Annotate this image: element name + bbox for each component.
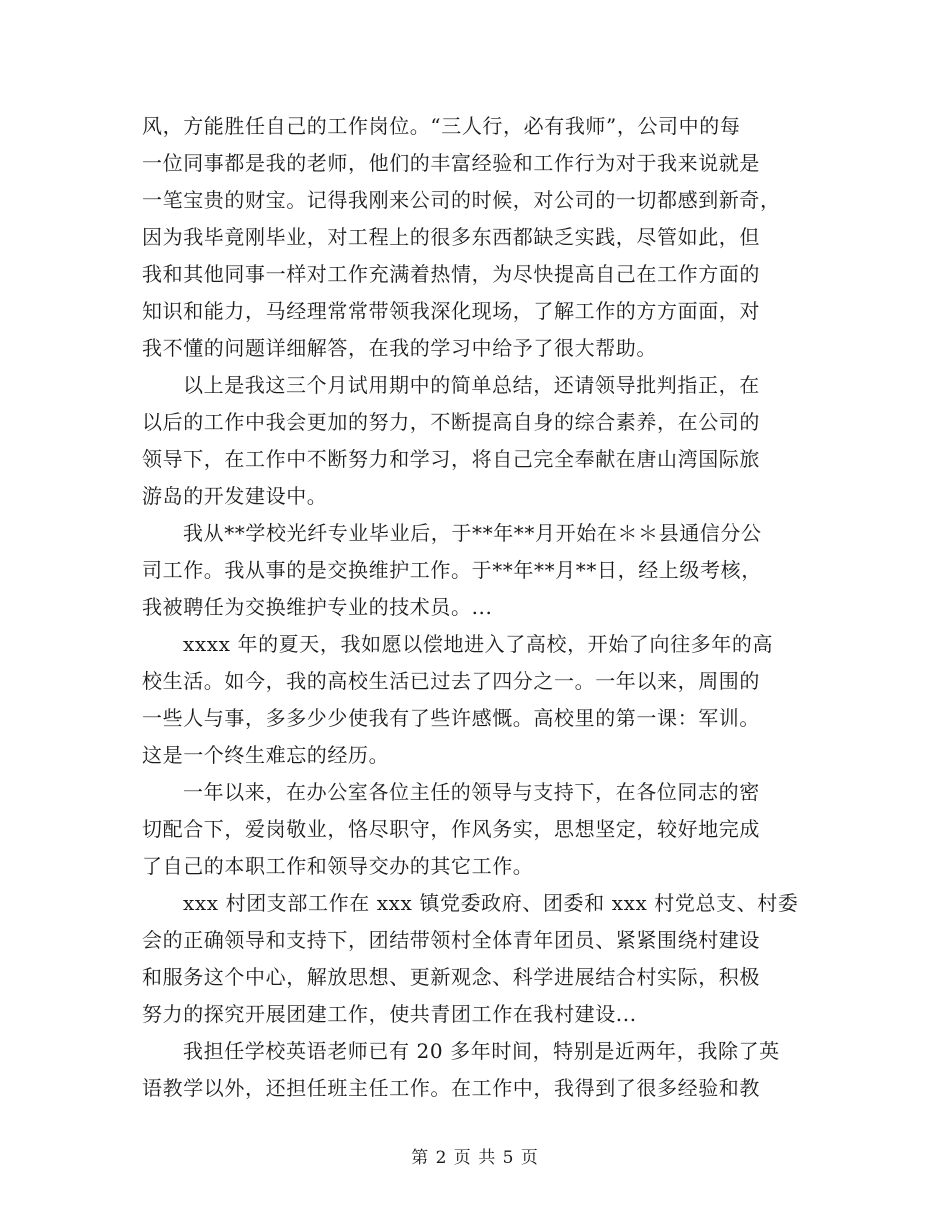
paragraph-line: 语教学以外，还担任班主任工作。在工作中，我得到了很多经验和教 bbox=[142, 1076, 760, 1100]
paragraph-line: 校生活。如今，我的高校生活已过去了四分之一。一年以来，周围的 bbox=[142, 669, 760, 693]
paragraph bbox=[142, 515, 807, 626]
paragraph-line: 一笔宝贵的财宝。记得我刚来公司的时候，对公司的一切都感到新奇， bbox=[142, 188, 781, 212]
page-number-footer: 第 2 页 共 5 页 bbox=[411, 1148, 539, 1168]
paragraph-line: 我和其他同事一样对工作充满着热情，为尽快提高自己在工作方面的 bbox=[142, 262, 760, 286]
paragraph-line: 一位同事都是我的老师，他们的丰富经验和工作行为对于我来说就是 bbox=[142, 151, 760, 175]
paragraph-line: 和服务这个中心，解放思想、更新观念、科学进展结合村实际，积极 bbox=[142, 965, 760, 989]
paragraph-line: xxx 村团支部工作在 xxx 镇党委政府、团委和 xxx 村党总支、村委 bbox=[183, 891, 799, 915]
paragraph-line: 我担任学校英语老师已有 20 多年时间，特别是近两年，我除了英 bbox=[183, 1039, 780, 1063]
paragraph bbox=[142, 626, 807, 774]
paragraph-line: 我从**学校光纤专业毕业后，于**年**月开始在＊＊县通信分公 bbox=[183, 521, 762, 545]
paragraph bbox=[142, 774, 807, 885]
paragraph-line: 因为我毕竟刚毕业，对工程上的很多东西都缺乏实践，尽管如此，但 bbox=[142, 225, 760, 249]
paragraph-line: 知识和能力，马经理常常带领我深化现场，了解工作的方方面面，对 bbox=[142, 299, 760, 323]
document-body bbox=[142, 108, 807, 1107]
paragraph-line: 了自己的本职工作和领导交办的其它工作。 bbox=[142, 854, 534, 878]
paragraph-line: 我不懂的问题详细解答，在我的学习中给予了很大帮助。 bbox=[142, 336, 657, 360]
paragraph bbox=[142, 1033, 807, 1107]
paragraph-line: 以上是我这三个月试用期中的简单总结，还请领导批判指正，在 bbox=[183, 373, 760, 397]
paragraph-line: 我被聘任为交换维护专业的技术员。... bbox=[142, 595, 493, 619]
paragraph-line: 努力的探究开展团建工作，使共青团工作在我村建设... bbox=[142, 1002, 637, 1026]
paragraph-line: 领导下，在工作中不断努力和学习，将自己完全奉献在唐山湾国际旅 bbox=[142, 447, 760, 471]
paragraph-line: 司工作。我从事的是交换维护工作。于**年**月**日，经上级考核， bbox=[142, 558, 762, 582]
paragraph-line: 一些人与事，多多少少使我有了些许感慨。高校里的第一课：军训。 bbox=[142, 706, 760, 730]
paragraph bbox=[142, 367, 807, 515]
paragraph-line: 游岛的开发建设中。 bbox=[142, 484, 328, 508]
paragraph bbox=[142, 885, 807, 1033]
paragraph-line: 一年以来，在办公室各位主任的领导与支持下，在各位同志的密 bbox=[183, 780, 760, 804]
paragraph-line: 会的正确领导和支持下，团结带领村全体青年团员、紧紧围绕村建设 bbox=[142, 928, 760, 952]
paragraph-line: 以后的工作中我会更加的努力，不断提高自身的综合素养，在公司的 bbox=[142, 410, 760, 434]
paragraph bbox=[142, 108, 807, 367]
paragraph-line: 风，方能胜任自己的工作岗位。“三人行，必有我师”，公司中的每 bbox=[142, 114, 741, 138]
paragraph-line: xxxx 年的夏天，我如愿以偿地进入了高校，开始了向往多年的高 bbox=[183, 632, 774, 656]
paragraph-line: 这是一个终生难忘的经历。 bbox=[142, 743, 390, 767]
paragraph-line: 切配合下，爱岗敬业，恪尽职守，作风务实，思想坚定，较好地完成 bbox=[142, 817, 760, 841]
